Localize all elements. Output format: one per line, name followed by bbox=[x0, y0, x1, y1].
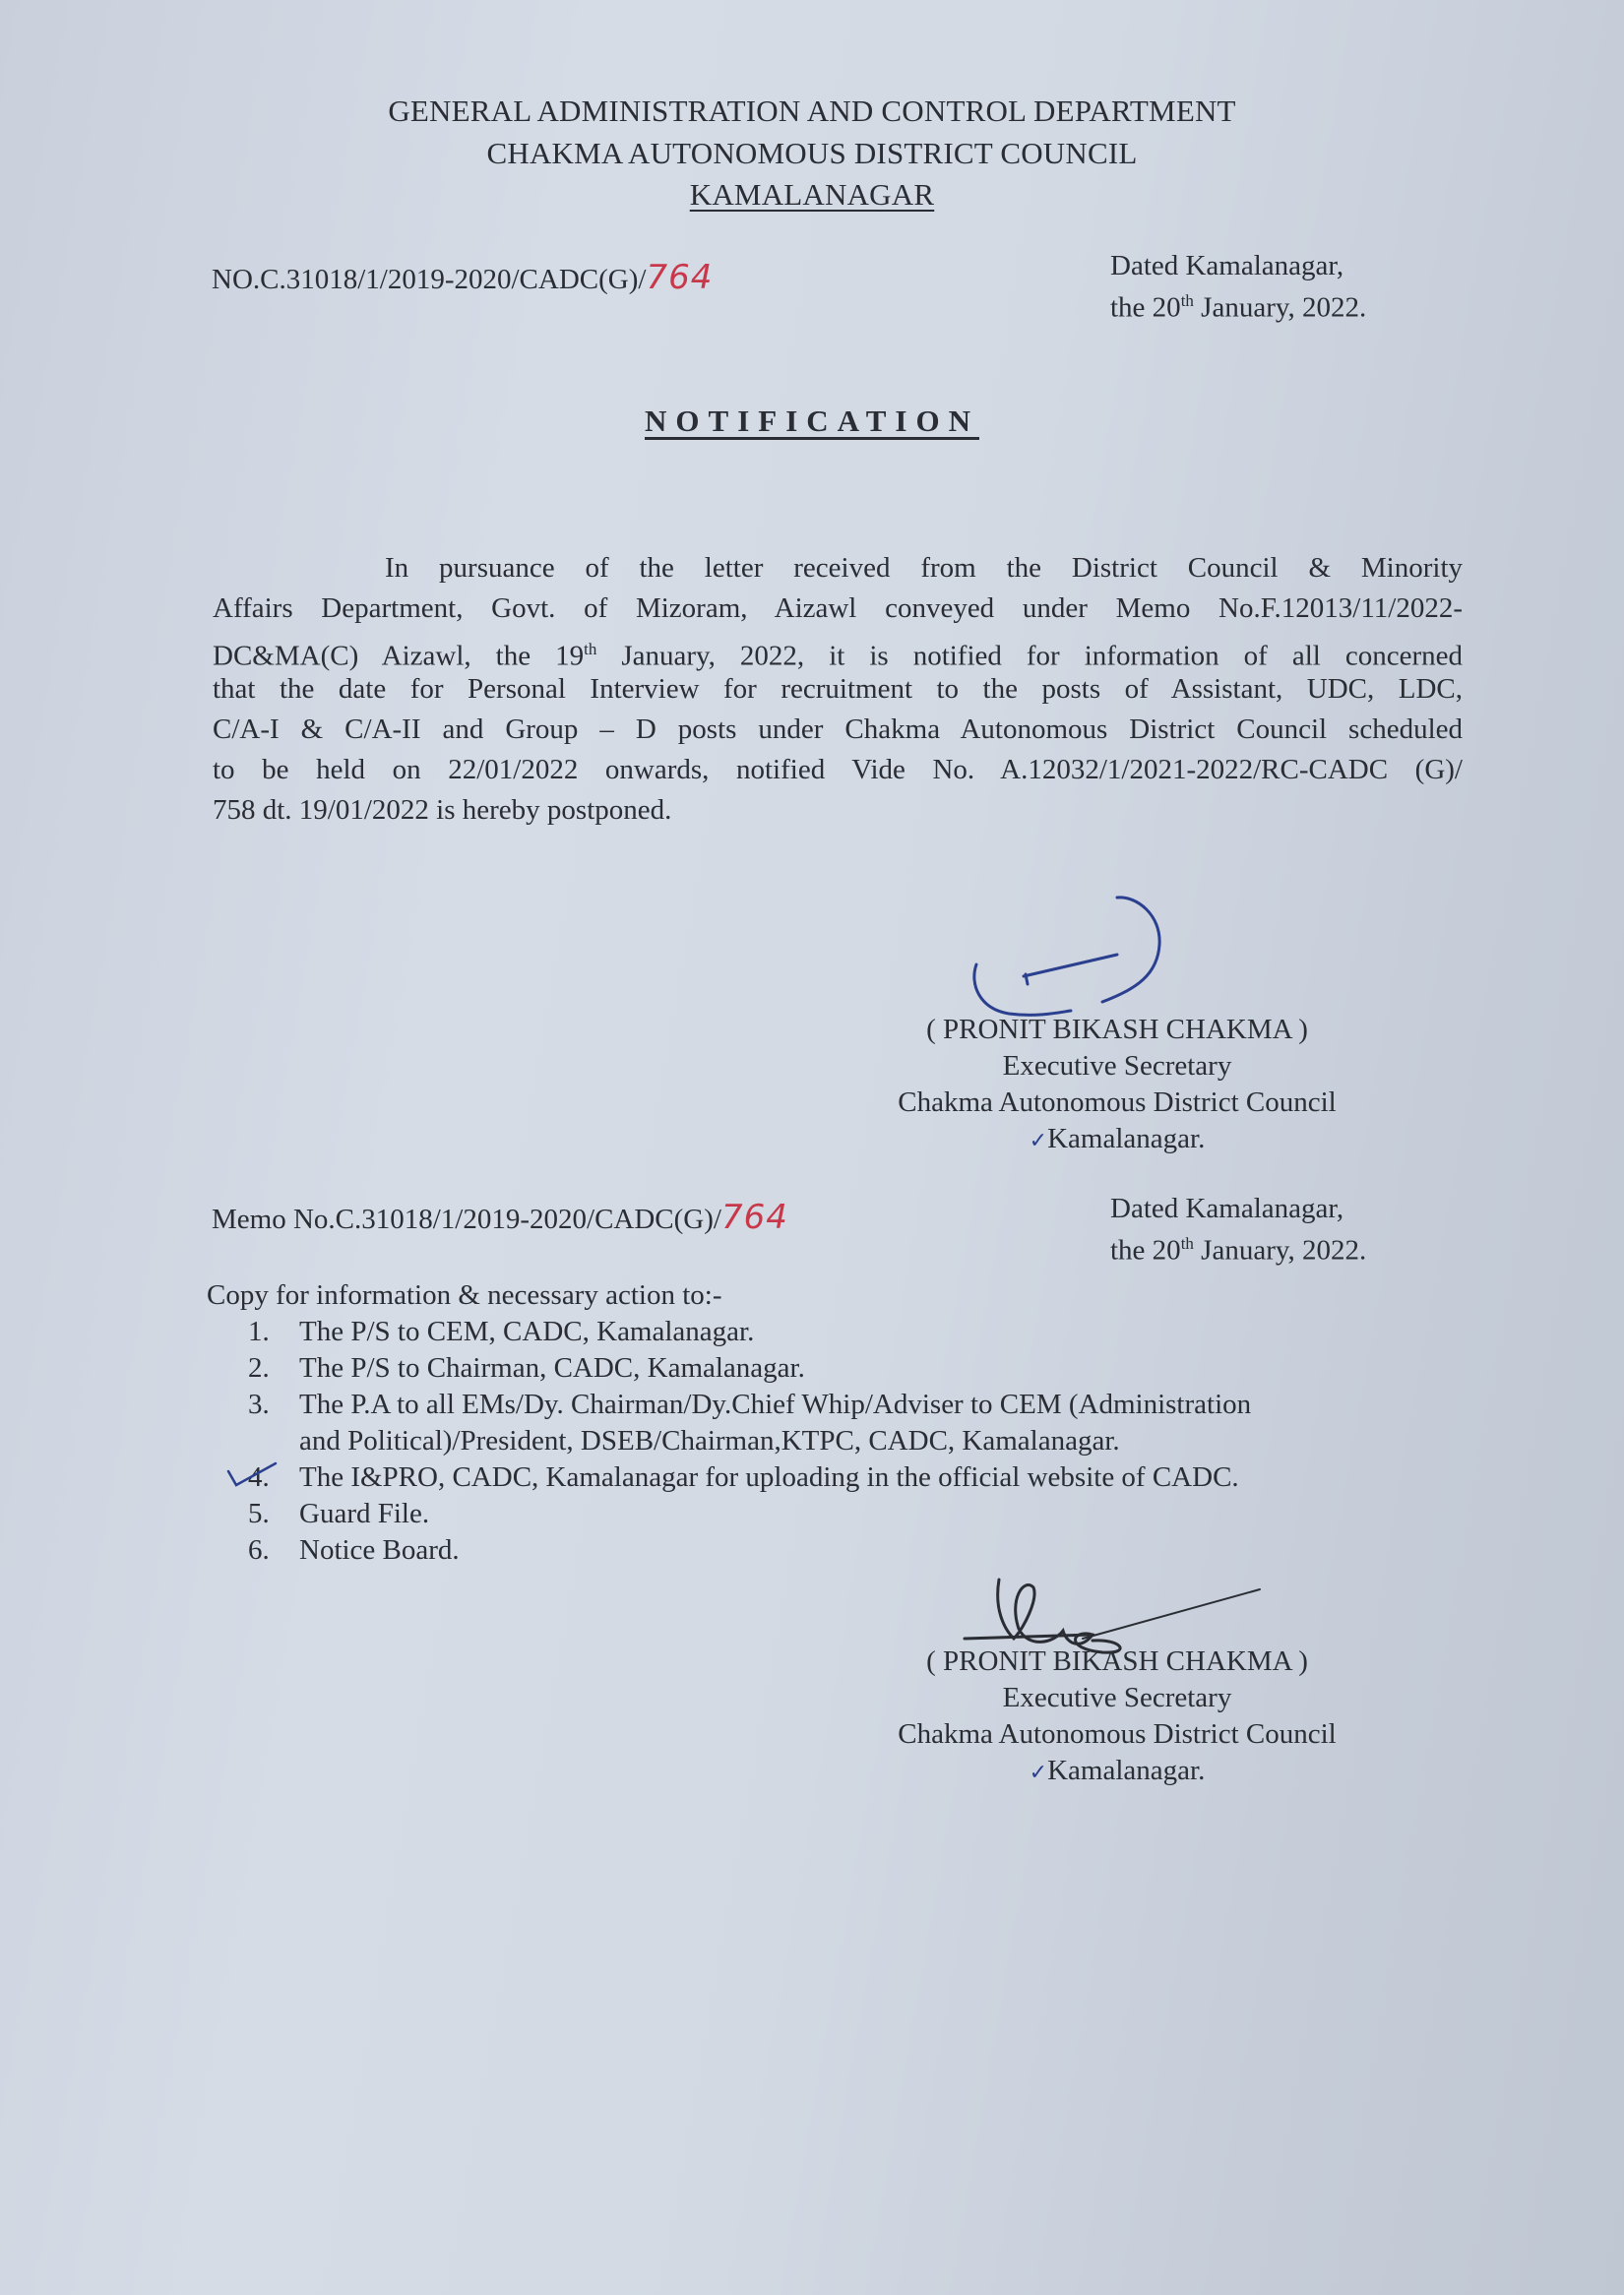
memo-number bbox=[212, 1198, 788, 1237]
date-suffix: th bbox=[1180, 291, 1194, 310]
date-month-year: January, 2022. bbox=[1193, 1234, 1367, 1267]
copy-to-intro: Copy for information & necessary action to:- bbox=[207, 1279, 722, 1311]
list-item bbox=[248, 1314, 754, 1350]
notification-body bbox=[213, 548, 1463, 831]
list-item bbox=[248, 1350, 805, 1387]
signatory-organisation: Chakma Autonomous District Council bbox=[898, 1086, 1337, 1118]
date-day: the 20 bbox=[1110, 291, 1181, 324]
location-heading-text: KAMALANAGAR bbox=[689, 177, 935, 212]
signatory-place-text: Kamalanagar. bbox=[1047, 1123, 1206, 1154]
body-line bbox=[213, 589, 1463, 629]
body-line bbox=[213, 669, 1463, 710]
list-item bbox=[248, 1459, 1239, 1496]
handwritten-number: 764 bbox=[646, 258, 714, 297]
list-item-number: 6. bbox=[248, 1534, 270, 1566]
body-line bbox=[213, 548, 1463, 589]
list-item-text: The P/S to Chairman, CADC, Kamalanagar. bbox=[299, 1352, 805, 1384]
body-line bbox=[213, 629, 1463, 672]
signatory-designation: Executive Secretary bbox=[1002, 1682, 1232, 1713]
memo-date bbox=[1110, 1191, 1366, 1269]
body-line bbox=[213, 790, 1463, 831]
list-item-number: 3. bbox=[248, 1389, 270, 1420]
body-text: 758 dt. 19/01/2022 is hereby postponed. bbox=[213, 794, 672, 826]
reference-number bbox=[212, 258, 713, 297]
signature-1 bbox=[965, 886, 1220, 1023]
checkmark-icon bbox=[226, 1459, 285, 1489]
copy-to-list bbox=[248, 1314, 1478, 1580]
dated-date bbox=[1110, 1226, 1366, 1269]
reference-date bbox=[1110, 248, 1366, 326]
signatory-organisation: Chakma Autonomous District Council bbox=[898, 1718, 1337, 1750]
body-text: to be held on 22/01/2022 onwards, notified Vide No. A.12032/1/2021-2022/RC-CADC (G)/ bbox=[213, 754, 1463, 785]
list-item-text: and Political)/President, DSEB/Chairman,KTPC, CADC, Kamalanagar. bbox=[299, 1425, 1120, 1457]
list-item-number: 2. bbox=[248, 1352, 270, 1384]
memo-number-text: Memo No.C.31018/1/2019-2020/CADC(G)/ bbox=[212, 1204, 721, 1235]
list-item-continuation bbox=[299, 1423, 1120, 1459]
dated-place: Dated Kamalanagar, bbox=[1110, 250, 1344, 281]
notification-title-text: NOTIFICATION bbox=[645, 403, 979, 438]
signatory-block-2 bbox=[812, 1644, 1422, 1791]
notification-title bbox=[0, 403, 1624, 439]
signatory-name: ( PRONIT BIKASH CHAKMA ) bbox=[926, 1014, 1308, 1045]
list-item bbox=[248, 1387, 1251, 1423]
body-line bbox=[213, 750, 1463, 790]
tick-mark-icon: ✓ bbox=[1029, 1761, 1048, 1785]
body-text: DC&MA(C) Aizawl, the 19 bbox=[213, 640, 585, 672]
dated-place: Dated Kamalanagar, bbox=[1110, 1193, 1344, 1224]
signatory-name: ( PRONIT BIKASH CHAKMA ) bbox=[926, 1645, 1308, 1677]
list-item-text: The P/S to CEM, CADC, Kamalanagar. bbox=[299, 1316, 755, 1347]
list-item-number: 1. bbox=[248, 1316, 270, 1347]
council-name: CHAKMA AUTONOMOUS DISTRICT COUNCIL bbox=[486, 136, 1138, 170]
signatory-block-1 bbox=[812, 1012, 1422, 1159]
body-text: C/A-I & C/A-II and Group – D posts under Chakma Autonomous District Council scheduled bbox=[213, 713, 1463, 745]
body-text: Affairs Department, Govt. of Mizoram, Aizawl conveyed under Memo No.F.12013/11/2022- bbox=[213, 592, 1463, 624]
list-item-text: Notice Board. bbox=[299, 1534, 460, 1566]
body-text: In pursuance of the letter received from the District Council & Minority bbox=[385, 552, 1463, 584]
body-text: January, 2022, it is notified for information of all concerned bbox=[596, 640, 1463, 672]
list-item bbox=[248, 1496, 429, 1532]
list-item-number: 5. bbox=[248, 1498, 270, 1529]
signatory-place-text: Kamalanagar. bbox=[1047, 1755, 1206, 1786]
date-day: the 20 bbox=[1110, 1234, 1181, 1267]
signatory-designation: Executive Secretary bbox=[1002, 1050, 1232, 1082]
handwritten-number: 764 bbox=[720, 1198, 788, 1237]
tick-mark-icon: ✓ bbox=[1029, 1129, 1048, 1153]
body-line bbox=[213, 710, 1463, 750]
reference-number-text: NO.C.31018/1/2019-2020/CADC(G)/ bbox=[212, 264, 647, 295]
signatory-place bbox=[812, 1753, 1422, 1791]
list-item-text: Guard File. bbox=[299, 1498, 430, 1529]
body-superscript: th bbox=[584, 640, 597, 658]
body-text: that the date for Personal Interview for recruitment to the posts of Assistant, UDC, LDC, bbox=[213, 673, 1463, 705]
list-item-text: The I&PRO, CADC, Kamalanagar for uploading in the official website of CADC. bbox=[299, 1461, 1239, 1493]
department-name: GENERAL ADMINISTRATION AND CONTROL DEPARTMENT bbox=[388, 93, 1236, 128]
list-item-text: The P.A to all EMs/Dy. Chairman/Dy.Chief Whip/Adviser to CEM (Administration bbox=[299, 1389, 1252, 1420]
list-item-number: 4. bbox=[248, 1461, 270, 1493]
signatory-place bbox=[812, 1121, 1422, 1159]
location-heading bbox=[0, 177, 1624, 213]
date-suffix: th bbox=[1180, 1234, 1194, 1253]
dated-date bbox=[1110, 283, 1366, 326]
date-month-year: January, 2022. bbox=[1193, 291, 1367, 324]
list-item bbox=[248, 1532, 460, 1569]
